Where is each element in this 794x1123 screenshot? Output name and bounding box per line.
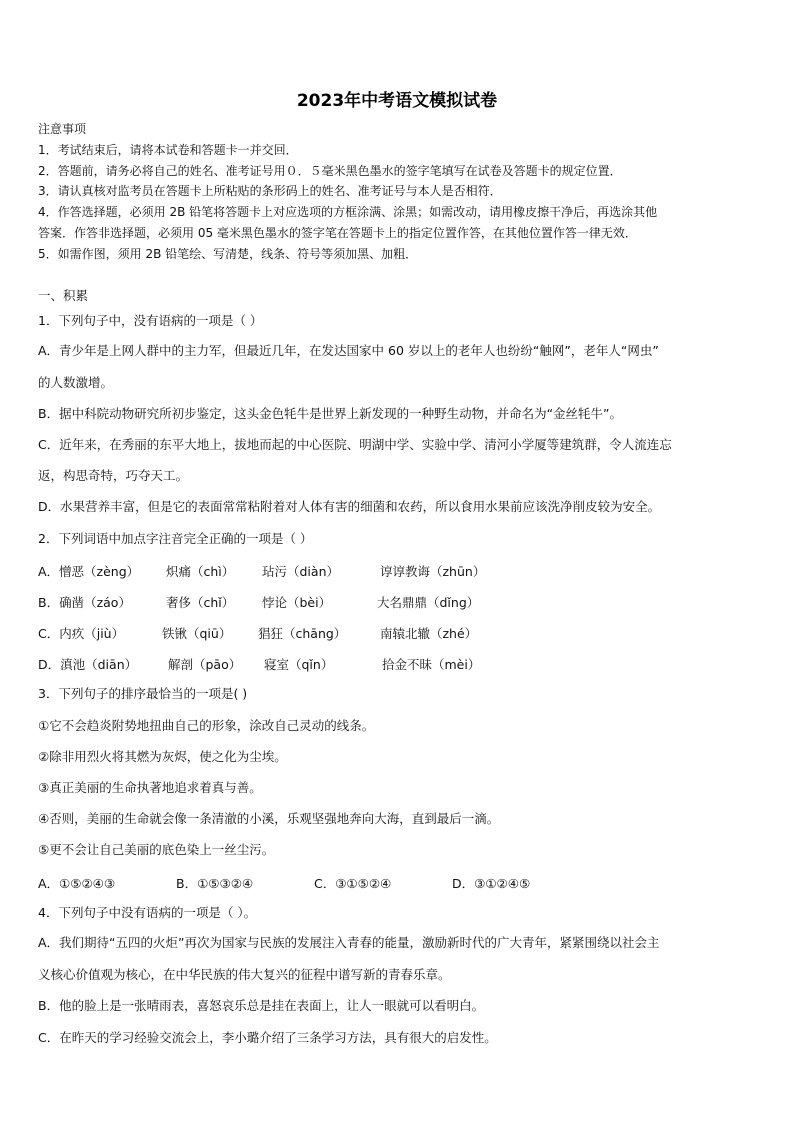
notice-heading: 注意事项 [38,122,87,136]
option-line: A．青少年是上网人群中的主力军，但最近几年，在发达国家中 60 岁以上的老年人也纷纷“触网”，老年人“网虫” [38,343,659,358]
option-line: 义核心价值观为核心，在中华民族的伟大复兴的征程中谱写新的青春乐章。 [38,967,451,982]
option-line: D．水果营养丰富，但是它的表面常常粘附着对人体有害的细菌和农药，所以食用水果前应该洗净削皮较为安全。 [38,499,661,514]
pinyin-option: 悖论（bèi） [262,595,332,610]
answer-option: B．①⑤③②④ [176,876,254,891]
pinyin-option: 南辕北辙（zhé） [380,626,478,641]
pinyin-option: 拾金不昧（mèi） [382,657,481,672]
pinyin-option: 寝室（qǐn） [264,657,334,672]
option-line: 返，构思奇特，巧夺天工。 [38,468,189,483]
option-line: C．近年来，在秀丽的东平大地上，拔地而起的中心医院、明湖中学、实验中学、清河小学厦等建筑群，令人流连忘 [38,437,672,452]
pinyin-option: 谆谆教诲（zhūn） [380,564,486,579]
question-stem: 2．下列词语中加点字注音完全正确的一项是（ ） [38,531,313,546]
notice-item: 答案．作答非选择题，必须用 05 毫米黑色墨水的签字笔在答题卡上的指定位置作答，在其他位置作答一律无效． [38,226,637,240]
sentence-line: ①它不会趋炎附势地扭曲自己的形象，涂改自己灵动的线条。 [38,718,375,733]
page-title: 2023年中考语文模拟试卷 [296,91,498,111]
option-line: 的人数激增。 [38,375,114,390]
pinyin-option: D．滇池（diān） [38,657,138,672]
answer-option: A．①⑤②④③ [38,876,116,891]
pinyin-option: 猖狂（chāng） [258,626,347,641]
pinyin-option: 大名鼎鼎（dǐng） [377,595,480,610]
notice-item: 3．请认真核对监考员在答题卡上所粘贴的条形码上的姓名、准考证号与本人是否相符． [38,184,502,198]
answer-option: C．③①⑤②④ [314,876,392,891]
notice-item: 5．如需作图，须用 2B 铅笔绘、写清楚，线条、符号等须加黑、加粗． [38,247,418,261]
question-stem: 1．下列句子中，没有语病的一项是（ ） [38,313,263,328]
answer-option: D．③①②④⑤ [452,876,531,891]
option-line: C．在昨天的学习经验交流会上，李小璐介绍了三条学习方法，具有很大的启发性。 [38,1030,497,1045]
option-line: B．他的脸上是一张晴雨表，喜怒哀乐总是挂在表面上，让人一眼就可以看明白。 [38,998,485,1013]
pinyin-option: 炽痛（chì） [166,564,235,579]
notice-item: 1．考试结束后，请将本试卷和答题卡一并交回． [38,143,298,157]
sentence-line: ③真正美丽的生命执著地追求着真与善。 [38,780,262,795]
pinyin-option: 玷污（diàn） [262,564,339,579]
sentence-line: ④否则，美丽的生命就会像一条清澈的小溪，乐观坚强地奔向大海，直到最后一滴。 [38,811,500,826]
option-line: A．我们期待“五四的火炬”再次为国家与民族的发展注入青春的能量，激励新时代的广大青年，紧紧围绕以社会主 [38,935,660,950]
sentence-line: ②除非用烈火将其燃为灰烬，使之化为尘埃。 [38,749,287,764]
sentence-line: ⑤更不会让自己美丽的底色染上一丝尘污。 [38,842,275,857]
pinyin-option: C．内疚（jiù） [38,626,125,641]
pinyin-option: A．憎恶（zèng） [38,564,140,579]
question-stem: 3．下列句子的排序最恰当的一项是( ) [38,686,248,701]
pinyin-option: 奢侈（chǐ） [166,595,235,610]
question-stem: 4．下列句子中没有语病的一项是（ ）。 [38,905,257,920]
option-line: B．据中科院动物研究所初步鉴定，这头金色牦牛是世界上新发现的一种野生动物，并命名为“金丝牦牛”。 [38,406,623,421]
section-heading: 一、积累 [38,288,89,303]
pinyin-option: B．确凿（záo） [38,595,131,610]
pinyin-option: 铁锹（qiū） [162,626,232,641]
pinyin-option: 解剖（pāo） [168,657,242,672]
notice-item: 4．作答选择题，必须用 2B 铅笔将答题卡上对应选项的方框涂满、涂黑；如需改动，请用橡皮擦干净后，再选涂其他 [38,205,658,219]
notice-item: 2．答题前，请务必将自己的姓名、准考证号用０．５毫米黑色墨水的签字笔填写在试卷及答题卡的规定位置． [38,164,622,178]
